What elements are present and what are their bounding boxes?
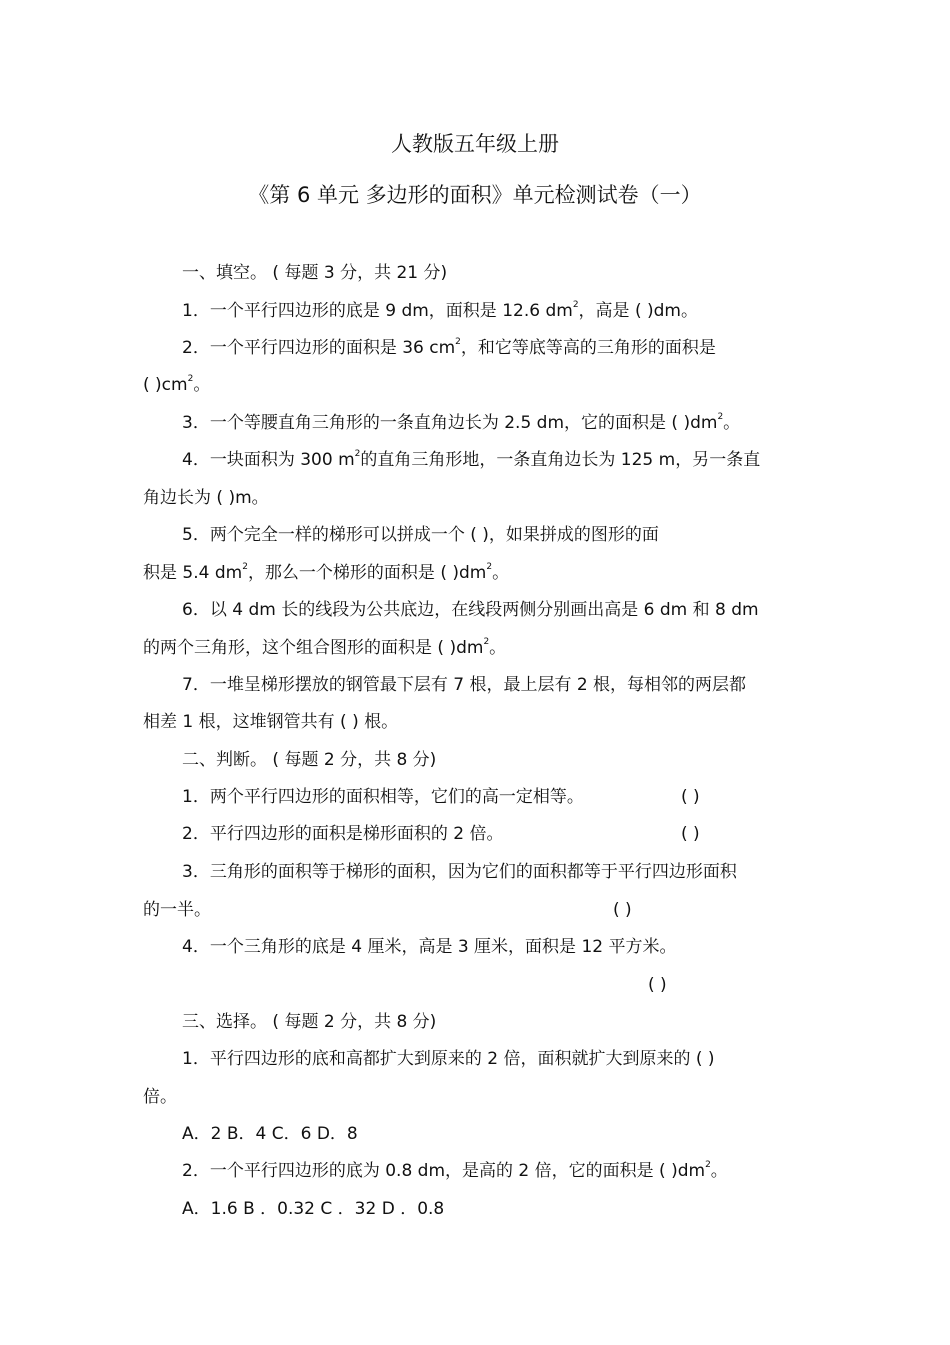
fill-q1-sup: 2 [572, 300, 579, 310]
fill-q6-cont-text: 的两个三角形，这个组合图形的面积是 ( )dm [143, 638, 484, 658]
fill-question-5-cont [143, 561, 509, 585]
fill-q4-sup: 2 [354, 449, 361, 459]
judge-q2-answer-blank: ( ) [681, 824, 700, 844]
fill-q6-cont-sup: 2 [483, 637, 490, 647]
choice-q2-sup: 2 [705, 1160, 711, 1170]
section-choice-heading: 三、选择。 ( 每题 2 分，共 8 分) [182, 1012, 437, 1032]
fill-question-7: 7．一堆呈梯形摆放的钢管最下层有 7 根，最上层有 2 根，每相邻的两层都 [182, 675, 747, 695]
fill-q4-text: 4．一块面积为 300 m [182, 450, 355, 470]
page-title: 人教版五年级上册 [391, 132, 559, 156]
fill-question-6: 6．以 4 dm 长的线段为公共底边，在线段两侧分别画出高是 6 dm 和 8 dm [182, 600, 759, 620]
page-subtitle: 《第 6 单元 多边形的面积》单元检测试卷（一） [248, 183, 702, 207]
choice-question-2 [182, 1159, 728, 1183]
fill-question-4-cont: 角边长为 ( )m。 [143, 488, 269, 508]
section-fill-heading: 一、填空。 ( 每题 3 分，共 21 分) [182, 263, 448, 283]
judge-question-3: 3．三角形的面积等于梯形的面积，因为它们的面积都等于平行四边形面积 [182, 862, 737, 882]
fill-q2-cont-sup: 2 [187, 374, 194, 384]
choice-question-1: 1．平行四边形的底和高都扩大到原来的 2 倍，面积就扩大到原来的 ( ) [182, 1049, 715, 1069]
fill-q6-cont-end: 。 [489, 638, 507, 658]
fill-q5-cont-sup2: 2 [486, 562, 493, 572]
judge-question-1: 1．两个平行四边形的面积相等，它们的高一定相等。 [182, 787, 584, 807]
fill-question-1 [182, 299, 698, 323]
judge-question-2: 2．平行四边形的面积是梯形面积的 2 倍。 [182, 824, 504, 844]
fill-question-7-cont: 相差 1 根，这堆钢管共有 ( ) 根。 [143, 712, 399, 732]
choice-q2-end: 。 [710, 1161, 728, 1181]
judge-q1-answer-blank: ( ) [681, 787, 700, 807]
choice-q1-options: A．2 B．4 C．6 D．8 [182, 1124, 358, 1144]
fill-q2-sup: 2 [455, 337, 461, 347]
fill-q1-text: 1．一个平行四边形的底是 9 dm，面积是 12.6 dm [182, 301, 573, 321]
section-judge-heading: 二、判断。 ( 每题 2 分，共 8 分) [182, 750, 437, 770]
fill-question-6-cont [143, 636, 506, 660]
fill-q2-end: ，和它等底等高的三角形的面积是 [460, 338, 716, 358]
judge-q4-answer-blank: ( ) [648, 975, 667, 995]
fill-q2-text: 2．一个平行四边形的面积是 36 cm [182, 338, 456, 358]
fill-question-2 [182, 336, 716, 360]
fill-question-3 [182, 411, 740, 435]
judge-question-4: 4．一个三角形的底是 4 厘米，高是 3 厘米，面积是 12 平方米。 [182, 937, 677, 957]
fill-q3-end: 。 [723, 413, 741, 433]
fill-q5-cont-end: 。 [492, 563, 510, 583]
judge-question-3-cont: 的一半。 [143, 900, 211, 920]
fill-q1-end: ，高是 ( )dm。 [578, 301, 698, 321]
fill-question-5: 5．两个完全一样的梯形可以拼成一个 ( )，如果拼成的图形的面 [182, 525, 659, 545]
fill-q5-cont-text: 积是 5.4 dm [143, 563, 243, 583]
fill-question-4 [182, 448, 760, 472]
choice-q2-text: 2．一个平行四边形的底为 0.8 dm，是高的 2 倍，它的面积是 ( )dm [182, 1161, 706, 1181]
choice-q2-options: A．1.6 B ．0.32 C ．32 D ．0.8 [182, 1199, 445, 1219]
fill-q5-cont-sup: 2 [242, 562, 248, 572]
choice-question-1-cont: 倍。 [143, 1087, 177, 1107]
fill-q3-sup: 2 [717, 412, 724, 422]
fill-question-2-cont [143, 373, 210, 397]
fill-q2-cont-end: 。 [193, 375, 211, 395]
fill-q3-text: 3．一个等腰直角三角形的一条直角边长为 2.5 dm，它的面积是 ( )dm [182, 413, 718, 433]
fill-q5-cont-mid: ，那么一个梯形的面积是 ( )dm [247, 563, 487, 583]
judge-q3-answer-blank: ( ) [613, 900, 632, 920]
fill-q2-cont-text: ( )cm [143, 375, 188, 395]
fill-q4-end: 的直角三角形地，一条直角边长为 125 m，另一条直 [360, 450, 761, 470]
